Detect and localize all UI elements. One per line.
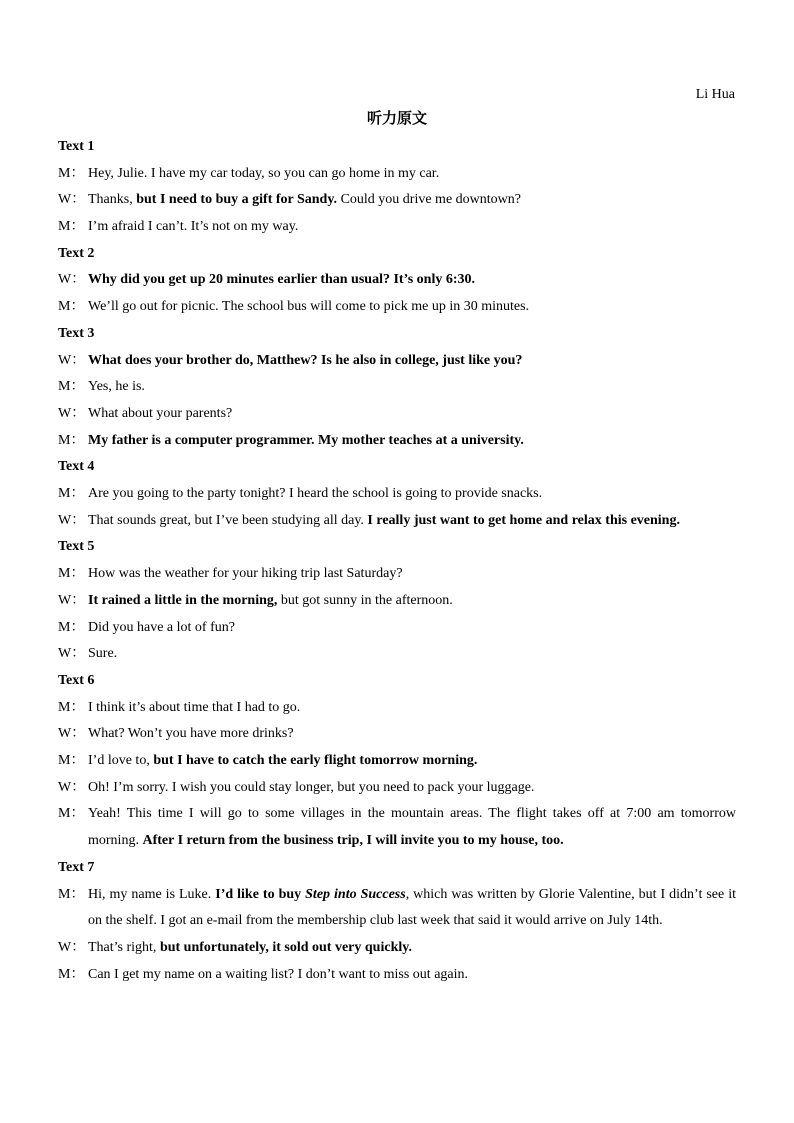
speaker-label: M： <box>58 566 85 582</box>
utterance <box>88 748 736 775</box>
speaker-label: M： <box>58 432 85 448</box>
section-heading: Text 3 <box>58 325 95 341</box>
emphasized-text: It rained a little in the morning, <box>88 592 278 608</box>
speaker-label: W： <box>58 405 86 421</box>
speaker-label: M： <box>58 806 85 822</box>
utterance-text: I’d love to, <box>88 753 154 769</box>
utterance-text: Can I get my name on a waiting list? I don’t want to miss out again. <box>88 966 469 982</box>
speaker-label: W： <box>58 779 86 795</box>
author-name: Li Hua <box>695 87 735 102</box>
dialogue-line <box>58 508 736 535</box>
utterance-text: That sounds great, but I’ve been studying all day. <box>88 512 368 528</box>
section-heading: Text 2 <box>58 245 95 261</box>
speaker-label: M： <box>58 966 85 982</box>
utterance <box>88 294 736 321</box>
utterance-text: I think it’s about time that I had to go. <box>88 699 301 715</box>
speaker-label: W： <box>58 272 86 288</box>
dialogue-line <box>58 882 736 935</box>
section-heading: Text 7 <box>58 859 95 875</box>
dialogue-line <box>58 695 736 722</box>
emphasized-text: but I have to catch the early flight tomorrow morning. <box>153 753 478 769</box>
utterance <box>88 721 736 748</box>
speaker-label: W： <box>58 352 86 368</box>
utterance <box>88 615 736 642</box>
utterance <box>88 588 736 615</box>
utterance <box>88 161 736 188</box>
utterance-text: , which was written by Glorie Valentine, but I didn’t see it on the shelf. I got an e-mail from the membership club last week that said it would arrive on July 14th. <box>88 886 736 929</box>
dialogue-line <box>58 588 736 615</box>
utterance <box>88 641 736 668</box>
utterance <box>88 214 736 241</box>
speaker-label: M： <box>58 699 85 715</box>
utterance-text: That’s right, <box>88 939 160 955</box>
dialogue-line <box>58 214 736 241</box>
transcript-body <box>58 134 736 988</box>
emphasized-text: Step into Success <box>305 886 406 902</box>
emphasized-text: I really just want to get home and relax this evening. <box>367 512 680 528</box>
utterance-text: Sure. <box>88 646 118 662</box>
utterance-text: Yes, he is. <box>88 379 145 395</box>
utterance <box>88 348 736 375</box>
speaker-label: M： <box>58 886 85 902</box>
dialogue-line <box>58 187 736 214</box>
dialogue-line <box>58 561 736 588</box>
dialogue-line <box>58 615 736 642</box>
dialogue-line <box>58 348 736 375</box>
dialogue-line <box>58 775 736 802</box>
utterance-text: I’m afraid I can’t. It’s not on my way. <box>88 219 299 235</box>
utterance-text: We’ll go out for picnic. The school bus will come to pick me up in 30 minutes. <box>88 299 530 315</box>
utterance-text: Thanks, <box>88 192 137 208</box>
dialogue-line <box>58 962 736 989</box>
utterance <box>88 374 736 401</box>
utterance-text: Hi, my name is Luke. <box>88 886 216 902</box>
speaker-label: M： <box>58 219 85 235</box>
utterance-text: but got sunny in the afternoon. <box>277 592 453 608</box>
section-heading: Text 6 <box>58 672 95 688</box>
dialogue-line <box>58 374 736 401</box>
utterance <box>88 695 736 722</box>
emphasized-text: Why did you get up 20 minutes earlier than usual? It’s only 6:30. <box>88 272 475 288</box>
speaker-label: M： <box>58 165 85 181</box>
emphasized-text: My father is a computer programmer. My mother teaches at a university. <box>88 432 524 448</box>
speaker-label: W： <box>58 726 86 742</box>
utterance <box>88 561 736 588</box>
dialogue-line <box>58 267 736 294</box>
utterance <box>88 401 736 428</box>
speaker-label: M： <box>58 299 85 315</box>
utterance-text: Are you going to the party tonight? I heard the school is going to provide snacks. <box>88 486 543 502</box>
emphasized-text: I’d like to buy <box>215 886 306 902</box>
dialogue-line <box>58 401 736 428</box>
utterance <box>88 187 736 214</box>
emphasized-text: What does your brother do, Matthew? Is he also in college, just like you? <box>88 352 523 368</box>
emphasized-text: but I need to buy a gift for Sandy. <box>136 192 338 208</box>
utterance-text: Hey, Julie. I have my car today, so you can go home in my car. <box>88 165 440 181</box>
speaker-label: W： <box>58 192 86 208</box>
utterance <box>88 481 736 508</box>
utterance <box>88 508 736 535</box>
utterance-text: Oh! I’m sorry. I wish you could stay longer, but you need to pack your luggage. <box>88 779 535 795</box>
speaker-label: M： <box>58 619 85 635</box>
speaker-label: W： <box>58 646 86 662</box>
speaker-label: W： <box>58 939 86 955</box>
section-heading: Text 5 <box>58 539 95 555</box>
utterance <box>88 775 736 802</box>
utterance-text: What? Won’t you have more drinks? <box>88 726 294 742</box>
speaker-label: M： <box>58 753 85 769</box>
dialogue-line <box>58 481 736 508</box>
utterance-text: How was the weather for your hiking trip last Saturday? <box>88 566 403 582</box>
dialogue-line <box>58 294 736 321</box>
dialogue-line <box>58 935 736 962</box>
page-title: 听力原文 <box>366 109 427 127</box>
utterance-text: Did you have a lot of fun? <box>88 619 235 635</box>
utterance <box>88 882 736 935</box>
emphasized-text: but unfortunately, it sold out very quickly. <box>159 939 412 955</box>
dialogue-line <box>58 161 736 188</box>
emphasized-text: After I return from the business trip, I will invite you to my house, too. <box>142 833 564 849</box>
utterance <box>88 267 736 294</box>
speaker-label: W： <box>58 592 86 608</box>
utterance <box>88 801 736 854</box>
dialogue-line <box>58 748 736 775</box>
section-heading: Text 1 <box>58 139 95 154</box>
dialogue-line <box>58 641 736 668</box>
speaker-label: M： <box>58 379 85 395</box>
utterance <box>88 935 736 962</box>
speaker-label: M： <box>58 486 85 502</box>
utterance <box>88 428 736 455</box>
dialogue-line <box>58 428 736 455</box>
dialogue-line <box>58 801 736 854</box>
utterance-text: Could you drive me downtown? <box>337 192 521 208</box>
utterance-text: Yeah! This time I will go to some villages in the mountain areas. The flight takes off at 7:00 am tomorrow morning. <box>88 806 736 849</box>
utterance-text: What about your parents? <box>88 405 233 421</box>
dialogue-line <box>58 721 736 748</box>
utterance <box>88 962 736 989</box>
section-heading: Text 4 <box>58 459 95 475</box>
speaker-label: W： <box>58 512 86 528</box>
